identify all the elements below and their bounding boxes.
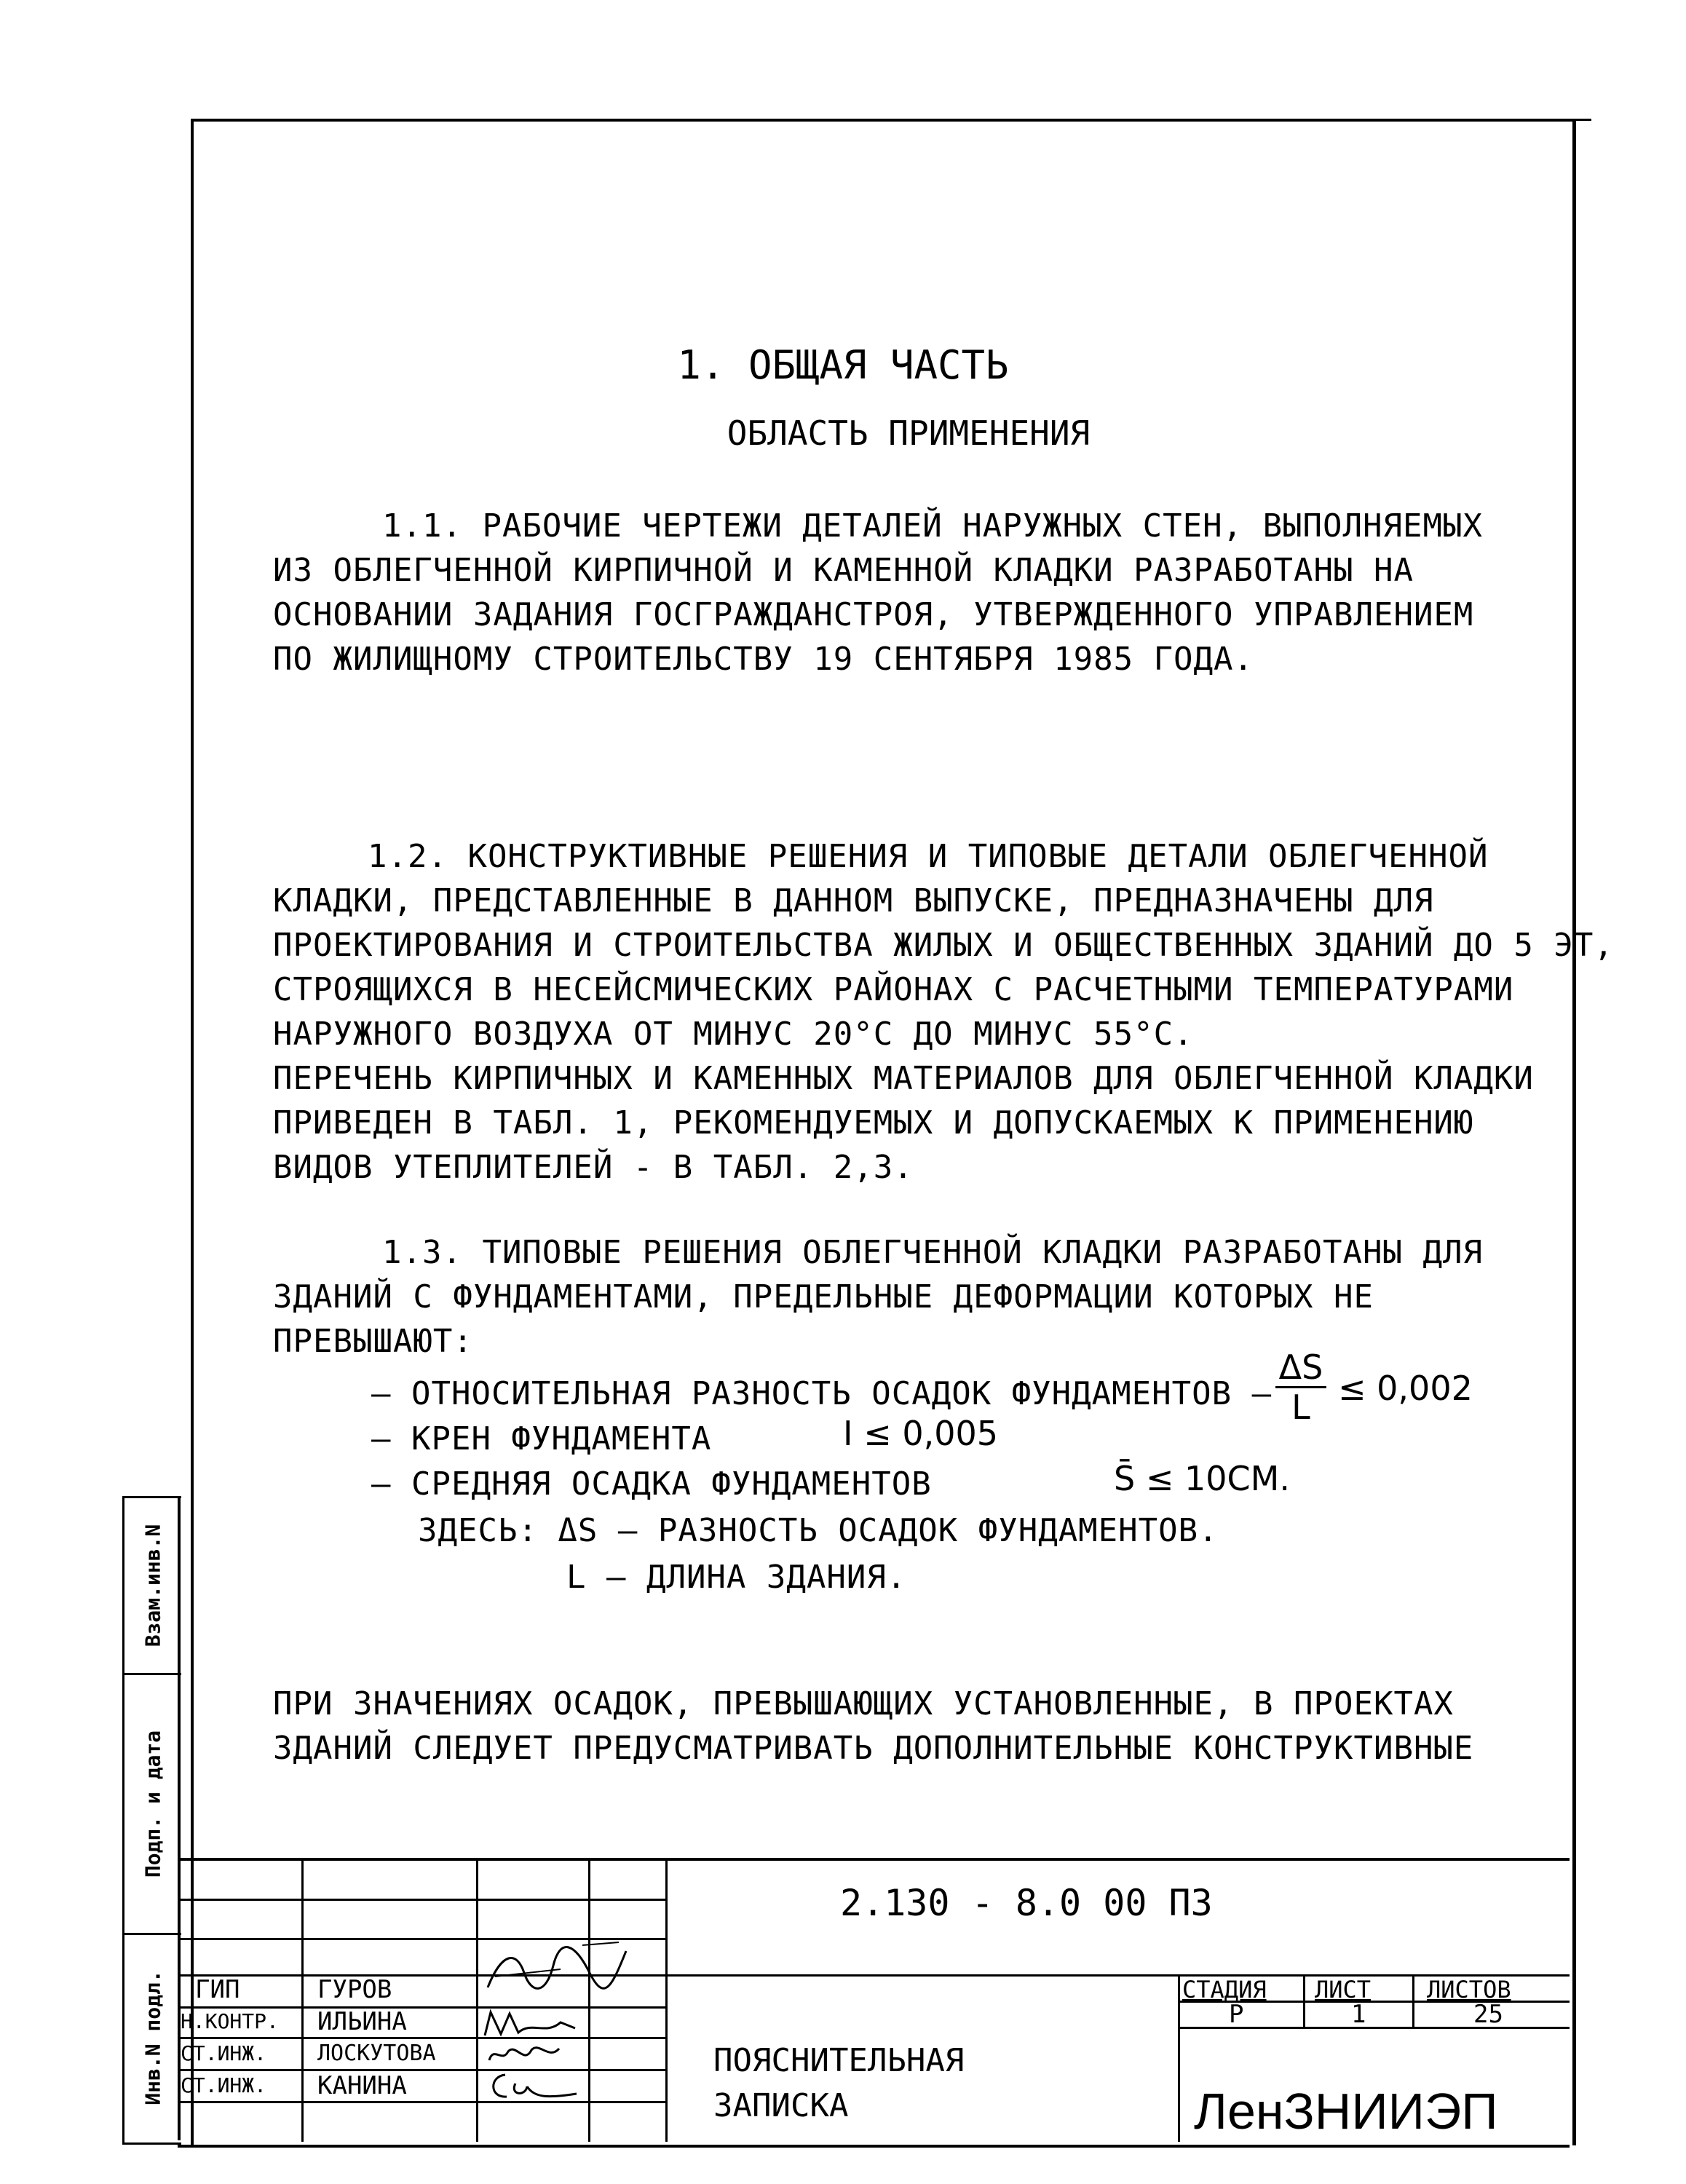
name-gurov: ГУРОВ [317, 1975, 392, 2004]
grid-line [178, 1899, 665, 1901]
criterion-differential-settlement: — ОТНОСИТЕЛЬНАЯ РАЗНОСТЬ ОСАДОК ФУНДАМЕНТОВ — [371, 1375, 1273, 1412]
fraction-denominator: L [1291, 1388, 1310, 1427]
document-title-line: ЗАПИСКА [713, 2087, 849, 2124]
stage-header: СТАДИЯ [1182, 1976, 1267, 2003]
section-1-1-line: 1.1. РАБОЧИЕ ЧЕРТЕЖИ ДЕТАЛЕЙ НАРУЖНЫХ СТЕН, ВЫПОЛНЯЕМЫХ [382, 507, 1483, 545]
fraction-numerator: ΔS [1275, 1348, 1326, 1388]
section-1-3-line: 1.3. ТИПОВЫЕ РЕШЕНИЯ ОБЛЕГЧЕННОЙ КЛАДКИ РАЗРАБОТАНЫ ДЛЯ [382, 1234, 1483, 1271]
grid-line [1178, 1974, 1180, 2142]
section-1-2-line: КЛАДКИ, ПРЕДСТАВЛЕННЫЕ В ДАННОМ ВЫПУСКЕ, ПРЕДНАЗНАЧЕНЫ ДЛЯ [273, 882, 1434, 919]
closing-line: ПРИ ЗНАЧЕНИЯХ ОСАДОК, ПРЕВЫШАЮЩИХ УСТАНОВЛЕННЫЕ, В ПРОЕКТАХ [273, 1685, 1454, 1722]
criterion-tilt: — КРЕН ФУНДАМЕНТА [371, 1420, 712, 1457]
grid-line [178, 2069, 665, 2071]
criterion-average-settlement: — СРЕДНЯЯ ОСАДКА ФУНДАМЕНТОВ [371, 1465, 932, 1503]
section-1-2-line: ПЕРЕЧЕНЬ КИРПИЧНЫХ И КАМЕННЫХ МАТЕРИАЛОВ ДЛЯ ОБЛЕГЧЕННОЙ КЛАДКИ [273, 1060, 1534, 1097]
signature-ilina [480, 2006, 582, 2041]
section-1-2-line: ВИДОВ УТЕПЛИТЕЛЕЙ - В ТАБЛ. 2,3. [273, 1149, 914, 1186]
role-gip: ГИП [195, 1975, 240, 2004]
side-label: Взам.инв.N [140, 1524, 165, 1647]
section-1-2 [273, 834, 1614, 1190]
section-1-2-line: ПРОЕКТИРОВАНИЯ И СТРОИТЕЛЬСТВА ЖИЛЫХ И ОБЩЕСТВЕННЫХ ЗДАНИЙ ДО 5 ЭТ, [273, 927, 1614, 964]
section-1-2-line: ПРИВЕДЕН В ТАБЛ. 1, РЕКОМЕНДУЕМЫХ И ДОПУСКАЕМЫХ К ПРИМЕНЕНИЮ [273, 1104, 1474, 1142]
page-subtitle: ОБЛАСТЬ ПРИМЕНЕНИЯ [727, 414, 1091, 453]
side-cell-replaced-inv [124, 1498, 181, 1675]
section-1-2-line: 1.2. КОНСТРУКТИВНЫЕ РЕШЕНИЯ И ТИПОВЫЕ ДЕТАЛИ ОБЛЕГЧЕННОЙ [368, 838, 1489, 875]
grid-line [665, 1858, 668, 2142]
section-1-1 [273, 504, 1483, 681]
side-label: Инв.N подл. [140, 1970, 165, 2105]
section-1-1-line: ПО ЖИЛИЩНОМУ СТРОИТЕЛЬСТВУ 19 СЕНТЯБРЯ 1985 ГОДА. [273, 641, 1254, 678]
document-number: 2.130 - 8.0 00 ПЗ [840, 1882, 1213, 1924]
organization-name: ЛенЗНИИЭП [1194, 2083, 1498, 2140]
side-cell-inv-original [124, 1935, 181, 2140]
sheet-value: 1 [1351, 2000, 1366, 2029]
frame-top-extension [1504, 119, 1591, 121]
closing-paragraph [273, 1682, 1473, 1770]
side-strip [122, 1496, 181, 2145]
role-st-inzh: СТ.ИНЖ. [181, 2073, 267, 2097]
sheets-value: 25 [1473, 2000, 1503, 2029]
section-1-2-line: СТРОЯЩИХСЯ В НЕСЕЙСМИЧЕСКИХ РАЙОНАХ С РАСЧЕТНЫМИ ТЕМПЕРАТУРАМИ [273, 971, 1514, 1008]
formula-average-settlement: S̄ ≤ 10СМ. [1114, 1459, 1290, 1498]
name-loskutova: ЛОСКУТОВА [317, 2041, 436, 2066]
page-title: 1. ОБЩАЯ ЧАСТЬ [677, 342, 1009, 388]
section-1-3-line: ПРЕВЫШАЮТ: [273, 1323, 473, 1360]
section-1-1-line: ИЗ ОБЛЕГЧЕННОЙ КИРПИЧНОЙ И КАМЕННОЙ КЛАДКИ РАЗРАБОТАНЫ НА [273, 552, 1414, 589]
document-title [713, 2038, 964, 2129]
grid-line [178, 2037, 665, 2039]
definition-length: L — ДЛИНА ЗДАНИЯ. [566, 1559, 907, 1596]
role-n-kontr: Н.КОНТР. [181, 2009, 279, 2033]
grid-line [301, 1858, 304, 2142]
fraction [1275, 1348, 1326, 1426]
name-ilina: ИЛЬИНА [317, 2007, 407, 2036]
definition-delta-s: ЗДЕСЬ: ΔS — РАЗНОСТЬ ОСАДОК ФУНДАМЕНТОВ. [418, 1512, 1219, 1549]
signature-loskutova [483, 2038, 571, 2070]
role-st-inzh: СТ.ИНЖ. [181, 2041, 267, 2065]
sheets-header: ЛИСТОВ [1427, 1976, 1511, 2003]
name-kanina: КАНИНА [317, 2071, 407, 2100]
side-label: Подп. и дата [140, 1730, 165, 1878]
closing-line: ЗДАНИЙ СЛЕДУЕТ ПРЕДУСМАТРИВАТЬ ДОПОЛНИТЕЛЬНЫЕ КОНСТРУКТИВНЫЕ [273, 1730, 1474, 1767]
section-1-3-line: ЗДАНИЙ С ФУНДАМЕНТАМИ, ПРЕДЕЛЬНЫЕ ДЕФОРМАЦИИ КОТОРЫХ НЕ [273, 1278, 1374, 1315]
signature-kanina [483, 2069, 585, 2104]
formula-differential-limit: ≤ 0,002 [1338, 1369, 1473, 1408]
sheet-header: ЛИСТ [1315, 1976, 1372, 2003]
section-1-1-line: ОСНОВАНИИ ЗАДАНИЯ ГОСГРАЖДАНСТРОЯ, УТВЕРЖДЕННОГО УПРАВЛЕНИЕМ [273, 596, 1474, 633]
signature-gurov [473, 1936, 633, 2002]
side-cell-signature-date [124, 1675, 181, 1935]
stage-value: Р [1229, 2000, 1244, 2029]
grid-line [178, 2101, 665, 2103]
section-1-2-line: НАРУЖНОГО ВОЗДУХА ОТ МИНУС 20°С ДО МИНУС 55°С. [273, 1016, 1194, 1053]
document-title-line: ПОЯСНИТЕЛЬНАЯ [713, 2042, 965, 2079]
section-1-3 [273, 1230, 1483, 1364]
formula-tilt: I ≤ 0,005 [843, 1414, 999, 1453]
